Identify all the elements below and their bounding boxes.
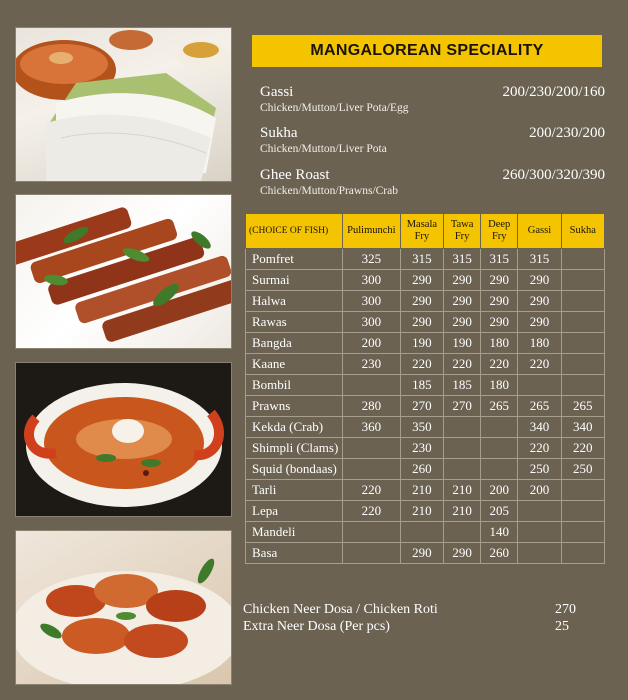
item-price: 200/230/200/160 (502, 84, 605, 100)
price-cell (561, 333, 604, 354)
speciality-item-ghee-roast (260, 167, 605, 198)
price-cell (342, 543, 400, 564)
price-cell (561, 501, 604, 522)
fish-name-cell: Lepa (246, 501, 343, 522)
extra-name: Chicken Neer Dosa / Chicken Roti (243, 602, 438, 617)
price-cell: 180 (518, 333, 561, 354)
price-cell: 290 (518, 270, 561, 291)
price-cell: 315 (400, 249, 443, 270)
price-cell: 200 (342, 333, 400, 354)
table-row (246, 396, 605, 417)
price-cell (342, 438, 400, 459)
price-cell: 265 (481, 396, 518, 417)
fish-name-cell: Surmai (246, 270, 343, 291)
price-cell: 205 (481, 501, 518, 522)
speciality-banner (252, 35, 602, 67)
item-name: Sukha (260, 125, 298, 141)
price-cell (518, 375, 561, 396)
price-cell (481, 459, 518, 480)
fish-name-cell: Halwa (246, 291, 343, 312)
price-cell: 265 (518, 396, 561, 417)
price-cell (561, 270, 604, 291)
price-cell: 250 (561, 459, 604, 480)
price-cell: 290 (481, 312, 518, 333)
table-row (246, 438, 605, 459)
item-name: Ghee Roast (260, 167, 330, 183)
price-cell (561, 312, 604, 333)
price-cell: 300 (342, 291, 400, 312)
price-cell: 265 (561, 396, 604, 417)
table-row (246, 543, 605, 564)
price-cell: 290 (481, 270, 518, 291)
neer-dosa-photo (15, 27, 232, 182)
price-cell: 185 (400, 375, 443, 396)
fish-name-cell: Pomfret (246, 249, 343, 270)
price-cell (561, 543, 604, 564)
price-cell: 300 (342, 312, 400, 333)
fish-name-cell: Squid (bondaas) (246, 459, 343, 480)
price-cell (561, 354, 604, 375)
price-cell: 270 (400, 396, 443, 417)
squid-masala-photo (15, 530, 232, 685)
price-cell (481, 417, 518, 438)
table-row (246, 312, 605, 333)
price-cell: 290 (444, 543, 481, 564)
crab-gassi-photo (15, 362, 232, 517)
price-cell: 290 (444, 291, 481, 312)
price-cell: 360 (342, 417, 400, 438)
price-cell: 290 (518, 291, 561, 312)
price-cell: 220 (342, 480, 400, 501)
price-cell (561, 480, 604, 501)
fish-name-cell: Mandeli (246, 522, 343, 543)
price-cell (444, 438, 481, 459)
header-deep-fry: Deep Fry (481, 214, 518, 249)
price-cell: 200 (481, 480, 518, 501)
fish-name-cell: Prawns (246, 396, 343, 417)
price-cell: 300 (342, 270, 400, 291)
fish-name-cell: Kaane (246, 354, 343, 375)
price-cell: 250 (518, 459, 561, 480)
price-cell: 190 (444, 333, 481, 354)
price-cell: 210 (400, 501, 443, 522)
fish-fry-photo (15, 194, 232, 349)
table-row (246, 375, 605, 396)
table-row (246, 501, 605, 522)
price-cell (342, 522, 400, 543)
header-gassi: Gassi (518, 214, 561, 249)
price-cell: 210 (444, 480, 481, 501)
fish-name-cell: Bombil (246, 375, 343, 396)
price-cell: 340 (518, 417, 561, 438)
fish-name-cell: Kekda (Crab) (246, 417, 343, 438)
price-cell: 230 (342, 354, 400, 375)
price-cell: 290 (400, 543, 443, 564)
price-cell: 200 (518, 480, 561, 501)
fish-name-cell: Rawas (246, 312, 343, 333)
extra-item (243, 618, 605, 635)
price-cell: 280 (342, 396, 400, 417)
header-masala-fry: Masala Fry (400, 214, 443, 249)
price-cell: 220 (400, 354, 443, 375)
extra-price: 270 (555, 602, 576, 617)
fish-price-table (245, 213, 605, 564)
price-cell (561, 522, 604, 543)
table-row (246, 522, 605, 543)
price-cell: 185 (444, 375, 481, 396)
item-price: 260/300/320/390 (502, 167, 605, 183)
price-cell: 220 (444, 354, 481, 375)
price-cell: 350 (400, 417, 443, 438)
price-cell (444, 522, 481, 543)
fish-name-cell: Tarli (246, 480, 343, 501)
price-cell: 180 (481, 375, 518, 396)
price-cell: 270 (444, 396, 481, 417)
table-row (246, 459, 605, 480)
item-options: Chicken/Mutton/Liver Pota/Egg (260, 102, 409, 114)
price-cell: 220 (481, 354, 518, 375)
price-cell: 290 (400, 312, 443, 333)
price-cell: 290 (481, 291, 518, 312)
price-cell: 325 (342, 249, 400, 270)
price-cell: 210 (400, 480, 443, 501)
table-row (246, 354, 605, 375)
price-cell: 340 (561, 417, 604, 438)
table-header-row (246, 214, 605, 249)
price-cell (444, 417, 481, 438)
extra-name: Extra Neer Dosa (Per pcs) (243, 619, 390, 634)
fish-name-cell: Basa (246, 543, 343, 564)
price-cell: 315 (444, 249, 481, 270)
price-cell: 220 (561, 438, 604, 459)
price-cell: 220 (518, 438, 561, 459)
price-cell: 220 (518, 354, 561, 375)
price-cell (518, 522, 561, 543)
price-cell: 190 (400, 333, 443, 354)
table-row (246, 417, 605, 438)
price-cell: 220 (342, 501, 400, 522)
table-row (246, 291, 605, 312)
table-row (246, 270, 605, 291)
item-options: Chicken/Mutton/Liver Pota (260, 143, 387, 155)
banner-title: MANGALOREAN SPECIALITY (310, 42, 544, 59)
item-options: Chicken/Mutton/Prawns/Crab (260, 185, 398, 197)
header-pulimunchi: Pulimunchi (342, 214, 400, 249)
price-cell (518, 501, 561, 522)
price-cell (561, 375, 604, 396)
table-row (246, 480, 605, 501)
price-cell (400, 522, 443, 543)
price-cell: 290 (400, 270, 443, 291)
price-cell (561, 291, 604, 312)
price-cell: 180 (481, 333, 518, 354)
speciality-item-sukha (260, 125, 605, 156)
price-cell (561, 249, 604, 270)
header-sukha: Sukha (561, 214, 604, 249)
price-cell: 230 (400, 438, 443, 459)
price-cell (518, 543, 561, 564)
table-row (246, 333, 605, 354)
extras-section (243, 601, 605, 635)
price-cell: 290 (444, 270, 481, 291)
price-cell: 315 (518, 249, 561, 270)
header-fish-choice: (CHOICE OF FISH) (246, 214, 343, 249)
price-cell: 290 (400, 291, 443, 312)
price-cell: 290 (444, 312, 481, 333)
price-cell: 210 (444, 501, 481, 522)
price-cell: 290 (518, 312, 561, 333)
extra-price: 25 (555, 619, 569, 634)
item-name: Gassi (260, 84, 294, 100)
item-price: 200/230/200 (529, 125, 605, 141)
price-cell: 140 (481, 522, 518, 543)
speciality-item-gassi (260, 84, 605, 115)
price-cell: 260 (400, 459, 443, 480)
extra-item (243, 601, 605, 618)
price-cell (481, 438, 518, 459)
price-cell: 315 (481, 249, 518, 270)
fish-name-cell: Bangda (246, 333, 343, 354)
price-cell (342, 375, 400, 396)
table-row (246, 249, 605, 270)
price-cell (444, 459, 481, 480)
fish-name-cell: Shimpli (Clams) (246, 438, 343, 459)
header-tawa-fry: Tawa Fry (444, 214, 481, 249)
price-cell: 260 (481, 543, 518, 564)
price-cell (342, 459, 400, 480)
